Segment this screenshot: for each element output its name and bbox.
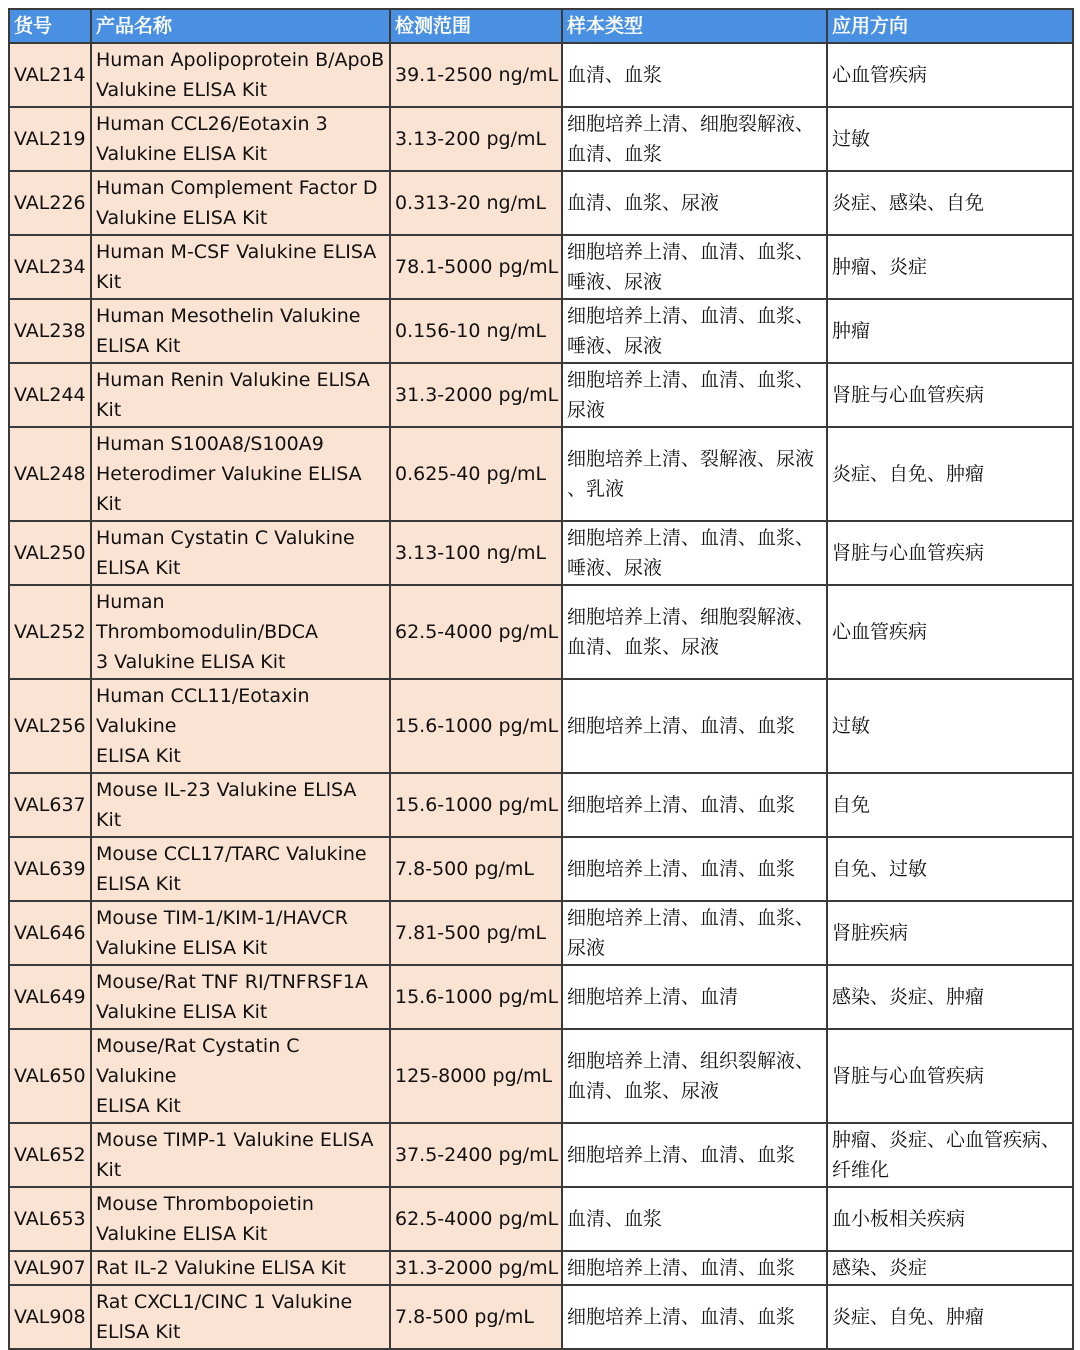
cell-detection-range: 0.156-10 ng/mL: [390, 299, 562, 363]
cell-product-name: [91, 773, 390, 837]
cell-code: VAL219: [9, 107, 91, 171]
cell-code: VAL244: [9, 363, 91, 427]
cell-detection-range: 39.1-2500 ng/mL: [390, 43, 562, 107]
application-line: 肿瘤: [832, 320, 871, 342]
cell-sample-type: [562, 235, 827, 299]
product-name-line: ELlSA Kit: [96, 335, 181, 357]
table-row: [9, 1187, 1073, 1251]
cell-sample-type: [562, 837, 827, 901]
cell-sample-type: [562, 43, 827, 107]
application-line: 心血管疾病: [832, 621, 928, 643]
cell-code: VAL908: [9, 1285, 91, 1349]
cell-detection-range: 7.8-500 pg/mL: [390, 837, 562, 901]
application-line: 肾脏疾病: [832, 922, 909, 944]
cell-product-name: [91, 837, 390, 901]
cell-detection-range: 78.1-5000 pg/mL: [390, 235, 562, 299]
application-line: 自免: [832, 794, 871, 816]
cell-code: VAL653: [9, 1187, 91, 1251]
table-row: [9, 521, 1073, 585]
sample-type-line: 细胞培养上清、血清、血浆: [567, 1144, 796, 1166]
cell-application: [827, 299, 1073, 363]
header-row: [9, 9, 1073, 43]
cell-detection-range: 3.13-100 ng/mL: [390, 521, 562, 585]
sample-type-line: 细胞培养上清、血清、血浆、: [567, 241, 815, 263]
cell-detection-range: 125-8000 pg/mL: [390, 1029, 562, 1123]
table-row: [9, 585, 1073, 679]
sample-type-line: 细胞培养上清、血清: [567, 986, 739, 1008]
cell-detection-range: 37.5-2400 pg/mL: [390, 1123, 562, 1187]
cell-application: [827, 1123, 1073, 1187]
product-name-line: Human Apolipoprotein B/ApoB: [96, 49, 385, 71]
product-name-line: Human S100A8/S100A9: [96, 433, 324, 455]
product-name-line: Mouse/Rat Cystatin C Valukine: [96, 1035, 300, 1087]
sample-type-line: 细胞培养上清、细胞裂解液、: [567, 606, 815, 628]
header-sample-type: 样本类型: [562, 9, 827, 43]
cell-detection-range: 31.3-2000 pg/mL: [390, 1251, 562, 1285]
table-row: [9, 107, 1073, 171]
cell-detection-range: 15.6-1000 pg/mL: [390, 773, 562, 837]
cell-code: VAL214: [9, 43, 91, 107]
cell-application: [827, 171, 1073, 235]
product-name-line: Valukine ELlSA Kit: [96, 143, 268, 165]
cell-sample-type: [562, 773, 827, 837]
cell-sample-type: [562, 107, 827, 171]
product-name-line: Human Cystatin C Valukine: [96, 527, 355, 549]
sample-type-line: 细胞培养上清、血清、血浆、: [567, 907, 815, 929]
cell-application: [827, 901, 1073, 965]
product-name-line: Human Complement Factor D: [96, 177, 378, 199]
cell-sample-type: [562, 679, 827, 773]
product-name-line: ELISA Kit: [96, 873, 181, 895]
table-row: [9, 901, 1073, 965]
cell-product-name: [91, 585, 390, 679]
product-name-line: Valukine ELlSA Kit: [96, 79, 268, 101]
application-line: 感染、炎症、肿瘤: [832, 986, 985, 1008]
cell-product-name: [91, 171, 390, 235]
product-name-line: Mouse Thrombopoietin: [96, 1193, 314, 1215]
table-row: [9, 679, 1073, 773]
sample-type-line: 唾液、尿液: [567, 271, 663, 293]
application-line: 肾脏与心血管疾病: [832, 384, 985, 406]
header-application: 应用方向: [827, 9, 1073, 43]
product-name-line: Valukine ELISA Kit: [96, 207, 268, 229]
product-name-line: Human M-CSF Valukine ELISA: [96, 241, 377, 263]
cell-product-name: [91, 1187, 390, 1251]
cell-detection-range: 15.6-1000 pg/mL: [390, 965, 562, 1029]
sample-type-line: 细胞培养上清、血清、血浆、: [567, 369, 815, 391]
cell-sample-type: [562, 1187, 827, 1251]
product-name-line: Human CCL11/Eotaxin Valukine: [96, 685, 310, 737]
product-name-line: Rat CXCL1/CINC 1 Valukine: [96, 1291, 353, 1313]
cell-detection-range: 15.6-1000 pg/mL: [390, 679, 562, 773]
cell-application: [827, 965, 1073, 1029]
table-row: [9, 235, 1073, 299]
cell-code: VAL248: [9, 427, 91, 521]
cell-application: [827, 427, 1073, 521]
cell-application: [827, 1251, 1073, 1285]
cell-product-name: [91, 1123, 390, 1187]
cell-sample-type: [562, 171, 827, 235]
application-line: 肾脏与心血管疾病: [832, 1065, 985, 1087]
application-line: 纤维化: [832, 1159, 890, 1181]
cell-sample-type: [562, 1285, 827, 1349]
cell-sample-type: [562, 299, 827, 363]
cell-application: [827, 363, 1073, 427]
cell-application: [827, 679, 1073, 773]
table-row: [9, 837, 1073, 901]
cell-sample-type: [562, 965, 827, 1029]
cell-code: VAL252: [9, 585, 91, 679]
cell-sample-type: [562, 1029, 827, 1123]
cell-product-name: [91, 235, 390, 299]
sample-type-line: 、乳液: [567, 478, 625, 500]
sample-type-line: 血清、血浆: [567, 143, 663, 165]
application-line: 肿瘤、炎症、心血管疾病、: [832, 1129, 1061, 1151]
cell-detection-range: 0.313-20 ng/mL: [390, 171, 562, 235]
table-row: [9, 171, 1073, 235]
cell-product-name: [91, 965, 390, 1029]
product-name-line: Valukine ELISA Kit: [96, 937, 268, 959]
product-name-line: Valukine ELISA Kit: [96, 1001, 268, 1023]
cell-code: VAL649: [9, 965, 91, 1029]
cell-code: VAL652: [9, 1123, 91, 1187]
product-name-line: Mouse TIM-1/KIM-1/HAVCR: [96, 907, 348, 929]
product-name-line: Mouse IL-23 Valukine ELlSA Kit: [96, 779, 357, 831]
cell-application: [827, 773, 1073, 837]
cell-product-name: [91, 1251, 390, 1285]
cell-code: VAL637: [9, 773, 91, 837]
cell-sample-type: [562, 901, 827, 965]
cell-product-name: [91, 427, 390, 521]
table-row: [9, 1285, 1073, 1349]
cell-product-name: [91, 1029, 390, 1123]
application-line: 炎症、自免、肿瘤: [832, 1306, 985, 1328]
cell-sample-type: [562, 363, 827, 427]
product-name-line: Rat IL-2 Valukine ELlSA Kit: [96, 1257, 346, 1279]
sample-type-line: 细胞培养上清、血清、血浆、: [567, 305, 815, 327]
application-line: 过敏: [832, 128, 871, 150]
product-name-line: ELISA Kit: [96, 745, 181, 767]
sample-type-line: 细胞培养上清、组织裂解液、: [567, 1050, 815, 1072]
product-name-line: Kit: [96, 1159, 122, 1181]
header-code: 货号: [9, 9, 91, 43]
product-name-line: Mouse CCL17/TARC Valukine: [96, 843, 367, 865]
cell-code: VAL650: [9, 1029, 91, 1123]
cell-application: [827, 837, 1073, 901]
cell-sample-type: [562, 1251, 827, 1285]
cell-code: VAL907: [9, 1251, 91, 1285]
application-line: 感染、炎症: [832, 1257, 928, 1279]
product-table-container: [8, 8, 1072, 1350]
application-line: 血小板相关疾病: [832, 1208, 966, 1230]
table-row: [9, 1123, 1073, 1187]
application-line: 炎症、自免、肿瘤: [832, 463, 985, 485]
product-name-line: Kit: [96, 271, 122, 293]
cell-detection-range: 0.625-40 pg/mL: [390, 427, 562, 521]
table-row: [9, 427, 1073, 521]
cell-application: [827, 43, 1073, 107]
table-header: [9, 9, 1073, 43]
sample-type-line: 尿液: [567, 399, 606, 421]
sample-type-line: 血清、血浆: [567, 1208, 663, 1230]
sample-type-line: 血清、血浆、尿液: [567, 1080, 720, 1102]
cell-sample-type: [562, 427, 827, 521]
product-name-line: Mouse TIMP-1 Valukine ELISA: [96, 1129, 374, 1151]
cell-application: [827, 585, 1073, 679]
product-name-line: ELlSA Kit: [96, 1321, 181, 1343]
table-row: [9, 363, 1073, 427]
cell-code: VAL646: [9, 901, 91, 965]
sample-type-line: 血清、血浆、尿液: [567, 636, 720, 658]
table-row: [9, 965, 1073, 1029]
cell-detection-range: 62.5-4000 pg/mL: [390, 585, 562, 679]
application-line: 炎症、感染、自免: [832, 192, 985, 214]
cell-code: VAL639: [9, 837, 91, 901]
table-row: [9, 1251, 1073, 1285]
product-name-line: Valukine ELISA Kit: [96, 1223, 268, 1245]
product-name-line: Human CCL26/Eotaxin 3: [96, 113, 328, 135]
cell-code: VAL234: [9, 235, 91, 299]
cell-application: [827, 1029, 1073, 1123]
sample-type-line: 尿液: [567, 937, 606, 959]
product-name-line: ELlSA Kit: [96, 557, 181, 579]
table-body: [9, 43, 1073, 1349]
application-line: 肿瘤、炎症: [832, 256, 928, 278]
cell-product-name: [91, 1285, 390, 1349]
cell-detection-range: 7.8-500 pg/mL: [390, 1285, 562, 1349]
cell-detection-range: 3.13-200 pg/mL: [390, 107, 562, 171]
sample-type-line: 血清、血浆: [567, 64, 663, 86]
cell-product-name: [91, 43, 390, 107]
product-name-line: ELISA Kit: [96, 1095, 181, 1117]
table-row: [9, 299, 1073, 363]
cell-product-name: [91, 299, 390, 363]
cell-product-name: [91, 679, 390, 773]
application-line: 肾脏与心血管疾病: [832, 542, 985, 564]
product-name-line: Heterodimer Valukine ELISA Kit: [96, 463, 362, 515]
cell-product-name: [91, 901, 390, 965]
sample-type-line: 细胞培养上清、血清、血浆: [567, 858, 796, 880]
sample-type-line: 细胞培养上清、细胞裂解液、: [567, 113, 815, 135]
application-line: 自免、过敏: [832, 858, 928, 880]
cell-code: VAL256: [9, 679, 91, 773]
cell-sample-type: [562, 521, 827, 585]
cell-code: VAL250: [9, 521, 91, 585]
cell-product-name: [91, 363, 390, 427]
sample-type-line: 细胞培养上清、血清、血浆: [567, 715, 796, 737]
sample-type-line: 细胞培养上清、裂解液、尿液: [567, 448, 815, 470]
cell-code: VAL238: [9, 299, 91, 363]
product-name-line: 3 Valukine ELISA Kit: [96, 651, 286, 673]
sample-type-line: 细胞培养上清、血清、血浆、: [567, 527, 815, 549]
product-name-line: Human Renin Valukine ELlSA Kit: [96, 369, 370, 421]
cell-sample-type: [562, 1123, 827, 1187]
cell-sample-type: [562, 585, 827, 679]
cell-detection-range: 62.5-4000 pg/mL: [390, 1187, 562, 1251]
header-product-name: 产品名称: [91, 9, 390, 43]
sample-type-line: 细胞培养上清、血清、血浆: [567, 1257, 796, 1279]
table-row: [9, 773, 1073, 837]
cell-detection-range: 31.3-2000 pg/mL: [390, 363, 562, 427]
application-line: 过敏: [832, 715, 871, 737]
cell-application: [827, 1285, 1073, 1349]
table-row: [9, 43, 1073, 107]
cell-product-name: [91, 521, 390, 585]
sample-type-line: 唾液、尿液: [567, 557, 663, 579]
product-name-line: Human Thrombomodulin/BDCA: [96, 591, 319, 643]
sample-type-line: 细胞培养上清、血清、血浆: [567, 1306, 796, 1328]
cell-application: [827, 107, 1073, 171]
cell-product-name: [91, 107, 390, 171]
header-detection-range: 检测范围: [390, 9, 562, 43]
cell-application: [827, 235, 1073, 299]
product-table: [8, 8, 1074, 1350]
sample-type-line: 细胞培养上清、血清、血浆: [567, 794, 796, 816]
cell-detection-range: 7.81-500 pg/mL: [390, 901, 562, 965]
cell-code: VAL226: [9, 171, 91, 235]
sample-type-line: 血清、血浆、尿液: [567, 192, 720, 214]
sample-type-line: 唾液、尿液: [567, 335, 663, 357]
cell-application: [827, 1187, 1073, 1251]
application-line: 心血管疾病: [832, 64, 928, 86]
table-row: [9, 1029, 1073, 1123]
product-name-line: Mouse/Rat TNF RI/TNFRSF1A: [96, 971, 368, 993]
product-name-line: Human Mesothelin Valukine: [96, 305, 361, 327]
cell-application: [827, 521, 1073, 585]
